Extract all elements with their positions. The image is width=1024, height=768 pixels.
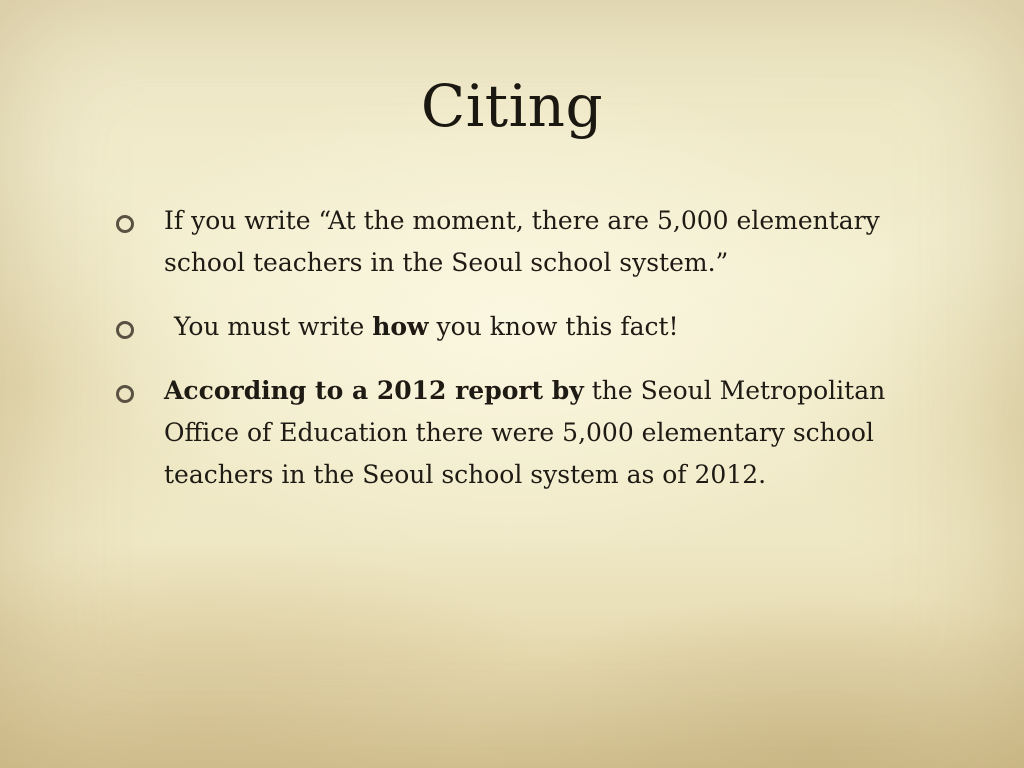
- bullet-item-3: [112, 370, 912, 496]
- hollow-circle-bullet-icon: [116, 215, 134, 233]
- bullet-body: the Seoul Metropolitan Office of Education there were 5,000 elementary school teachers in the Seoul school system as of 2012.: [164, 376, 886, 489]
- bullet-text: [164, 312, 679, 341]
- bullet-emphasis: how: [372, 312, 429, 341]
- hollow-circle-bullet-icon: [116, 385, 134, 403]
- bullet-text: [164, 376, 885, 489]
- bullet-suffix: you know this fact!: [428, 312, 679, 341]
- bullet-item-2: [112, 306, 912, 348]
- bullet-prefix: You must write: [174, 312, 373, 341]
- slide-title: Citing: [420, 72, 604, 140]
- bullet-list: [112, 200, 912, 518]
- hollow-circle-bullet-icon: [116, 321, 134, 339]
- bullet-item-1: [112, 200, 912, 284]
- bullet-bold-lead: According to a 2012 report by: [164, 376, 584, 405]
- bullet-text: If you write “At the moment, there are 5,000 elementary school teachers in the Seoul school system.”: [164, 206, 880, 277]
